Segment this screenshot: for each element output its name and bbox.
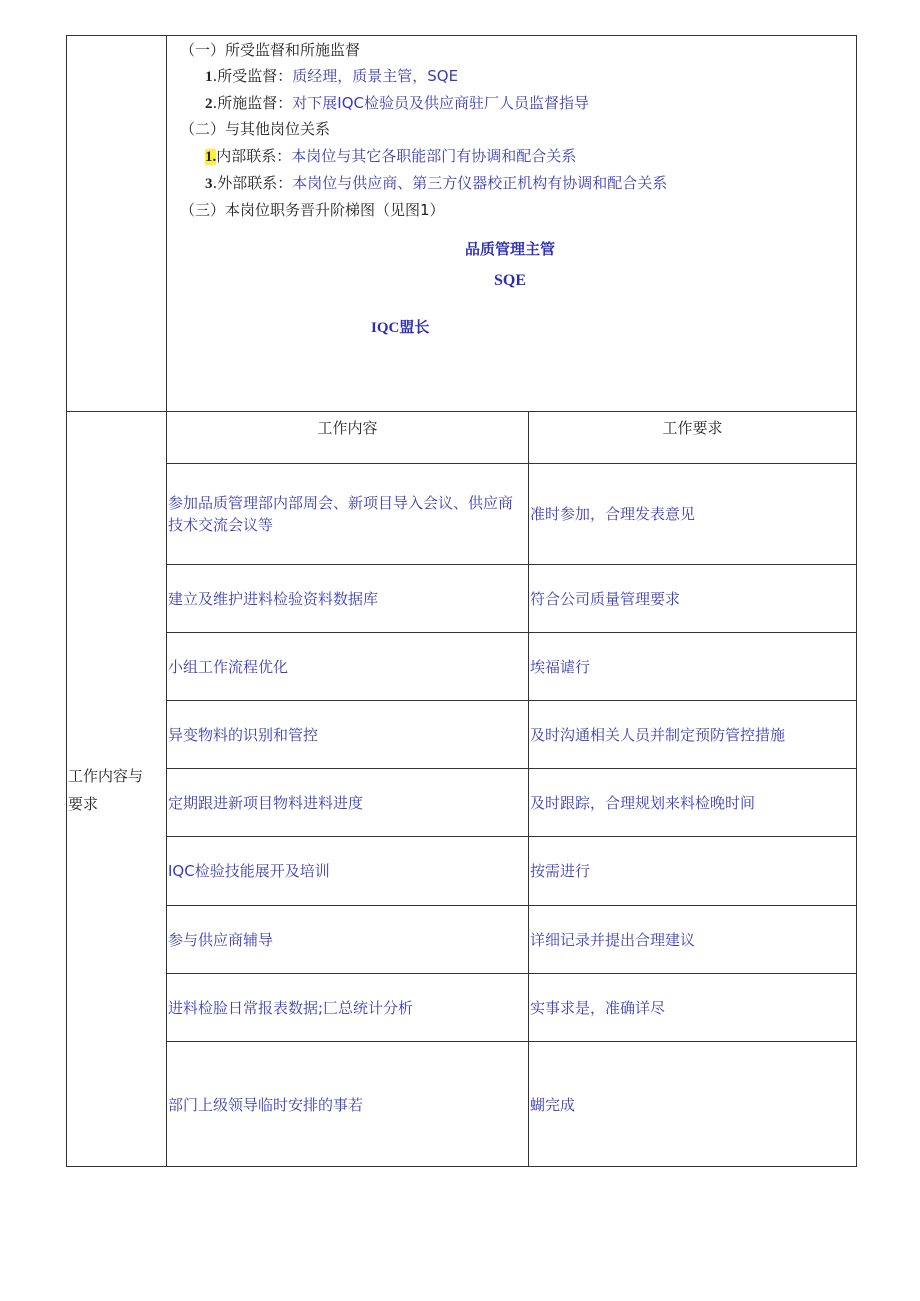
table-cell-text: 进料检脸日常报表数据;匚总统计分析: [168, 998, 414, 1017]
supervises-line: [205, 93, 589, 114]
column-header-requirement: 工作要求: [662, 419, 723, 437]
work-requirement-cell: [529, 633, 856, 700]
table-cell-text: 实事求是，准确详尽: [530, 998, 666, 1017]
line-label: .所施监督：: [212, 94, 293, 112]
work-content-cell: [167, 633, 527, 700]
table-cell-text: 埃福谑行: [530, 657, 591, 676]
work-requirement-cell: [529, 837, 856, 905]
line-value: 本岗位与供应商、第三方仪器校正机构有协调和配合关系: [292, 174, 668, 192]
line-label: .外部联系：: [212, 174, 293, 192]
ladder-heading: （三）本岗位职务晋升阶梯图（见图1）: [180, 201, 445, 219]
table-cell-text: 准时参加，合理发表意见: [530, 505, 696, 523]
external-contact-line: [205, 173, 667, 194]
line-number: 1: [205, 69, 213, 85]
work-requirement-cell: [529, 464, 856, 564]
line-label: 内部联系：: [216, 147, 292, 165]
ladder-level-sqe: SQE: [494, 272, 527, 289]
section-divider: [66, 411, 857, 412]
table-cell-text: 部门上级领导临时安排的事若: [168, 1095, 364, 1114]
work-requirement-cell: [529, 974, 856, 1041]
work-content-cell: [167, 974, 527, 1041]
column-header-content: 工作内容: [317, 419, 378, 437]
work-requirement-cell: [529, 701, 856, 768]
table-cell-text: 及时跟踪，合理规划来料检晚时间: [530, 793, 756, 812]
table-cell-text: 异变物料的识别和管控: [168, 725, 319, 744]
table-cell-text: 按需进行: [530, 862, 591, 880]
work-row-label: [67, 412, 166, 1167]
table-cell-text: IQC检验技能展开及培训: [168, 862, 330, 880]
work-content-cell: [167, 565, 527, 632]
work-content-cell: [167, 837, 527, 905]
line-value: 对下展IQC检验员及供应商驻厂人员监督指导: [292, 94, 589, 112]
ladder-level-iqc-leader: IQC盟长: [371, 320, 430, 336]
table-cell-text: 参加品质管理部内部周会、新项目导入会议、供应商技术交流会议等: [168, 494, 514, 534]
table-cell-text: 详细记录并提出合理建议: [530, 930, 696, 949]
table-cell-text: 小组工作流程优化: [168, 657, 289, 676]
table-cell-text: 及时沟通相关人员并制定预防管控措施: [530, 725, 786, 744]
internal-contact-line: [205, 146, 576, 167]
line-value: 质经理，质景主管，SQE: [292, 67, 459, 85]
line-number: 1.: [205, 149, 217, 165]
table-cell-text: 建立及维护进料检验资料数据库: [168, 589, 379, 608]
work-row-label-text: 工作内容与要求: [68, 766, 144, 813]
supervised-by-line: [205, 66, 458, 87]
work-content-cell: [167, 1042, 527, 1167]
relations-heading: （二）与其他岗位关系: [180, 120, 331, 138]
table-cell-text: 参与供应商辅导: [168, 930, 274, 949]
line-value: 本岗位与其它各职能部门有协调和配合关系: [291, 147, 577, 165]
table-cell-text: 符合公司质量管理要求: [530, 589, 681, 608]
work-content-cell: [167, 769, 527, 836]
work-requirement-cell: [529, 906, 856, 973]
supervision-heading: （一）所受监督和所施监督: [180, 41, 361, 59]
work-content-cell: [167, 464, 527, 564]
line-number: 2: [205, 96, 213, 112]
work-requirement-cell: [529, 1042, 856, 1167]
work-requirement-cell: [529, 769, 856, 836]
work-content-cell: [167, 906, 527, 973]
ladder-level-quality-manager: 品质管理主管: [465, 240, 556, 258]
line-number: 3: [205, 176, 213, 192]
work-requirement-cell: [529, 565, 856, 632]
line-label: .所受监督：: [212, 67, 293, 85]
table-cell-text: 蝴完成: [530, 1095, 576, 1114]
table-cell-text: 定期跟进新项目物料进料进度: [168, 793, 364, 812]
work-content-cell: [167, 701, 527, 768]
